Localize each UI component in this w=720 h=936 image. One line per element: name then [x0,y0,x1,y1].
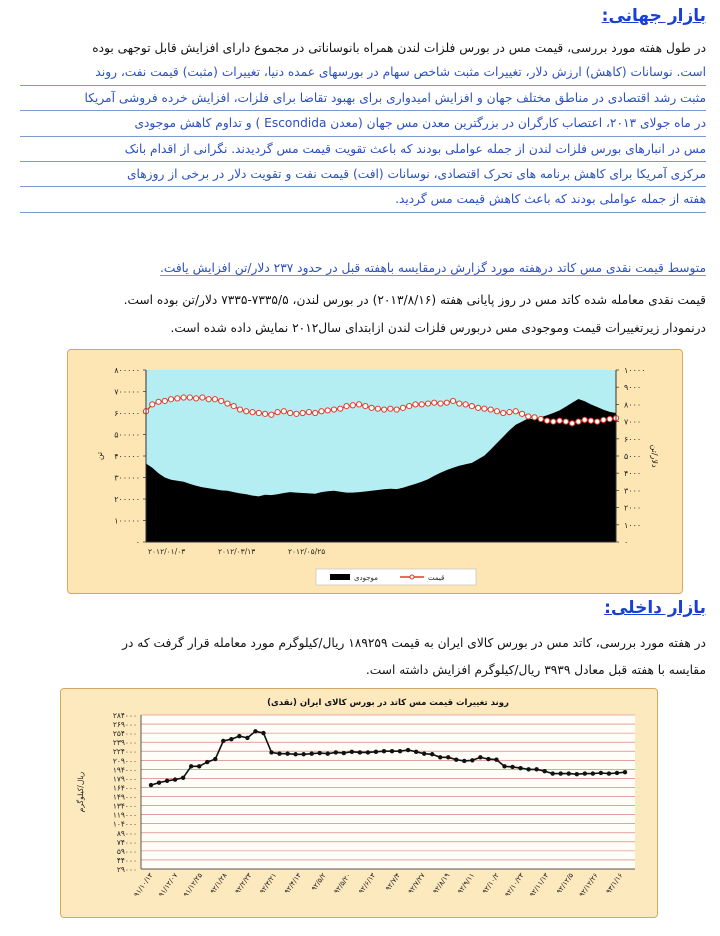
iran-y-tick-label: ۲۲۴۰۰۰ [112,747,137,757]
price-point [607,416,612,421]
price-point [413,402,418,407]
iran-price-point [326,751,330,755]
price-point [194,396,199,401]
iran-price-point [591,771,595,775]
iran-price-point [470,758,474,762]
domestic-market-heading: بازار داخلی: [604,598,706,618]
right-tick-label: ۱۰۰۰۰ [624,366,646,375]
paragraph-line: مرکزی آمریکا برای کاهش برنامه های تحرک اقتصادی، نوسانات (افت) قیمت نفت و تقویت دلار در برخی از روزهای [20,162,706,187]
iran-price-point [277,751,281,755]
left-tick-label: ۶۰۰۰۰۰ [114,409,140,418]
iran-x-tick-label: ۹۲/۱۱/۱۳ [528,871,551,899]
price-point [356,402,361,407]
iran-x-tick-label: ۹۳/۱/۱۶ [604,871,625,896]
price-point [344,404,349,409]
right-tick-label: ۱۰۰۰ [624,520,642,530]
iran-chart-title: روند تغییرات قیمت مس کاتد در بورس کالای ایران (نقدی) [267,698,509,708]
price-point [256,410,261,415]
price-point [237,407,242,412]
price-point [212,397,217,402]
iran-price-point [623,770,627,774]
iran-price-point [334,750,338,754]
iran-price-point [454,757,458,761]
price-point [576,419,581,424]
iran-y-tick-label: ۲۰۹۰۰۰ [112,756,137,766]
right-tick-label: ۴۰۰۰ [624,469,642,479]
price-point [206,397,211,402]
iran-price-point [462,759,466,763]
price-point [601,417,606,422]
price-point [419,402,424,407]
price-point [382,407,387,412]
price-point [162,398,167,403]
iran-y-tick-label: ۲۵۴۰۰۰ [112,729,137,739]
price-point [200,395,205,400]
iran-price-point [559,771,563,775]
price-point [432,400,437,405]
price-point [168,397,173,402]
chart-intro-line: درنمودار زیرتغییرات قیمت وموجودی مس دربورس فلزات لندن ازابتدای سال۲۰۱۲ نمایش داده شده است. [170,321,706,335]
iran-y-tick-label: ۲۹۰۰۰ [116,865,137,874]
price-point [557,418,562,423]
iran-y-tick-label: ۸۹۰۰۰ [116,828,137,838]
right-tick-label: ۶۰۰۰ [624,434,642,444]
iran-x-tick-label: ۹۲/۲/۲۳ [233,871,254,896]
price-point [300,410,305,415]
iran-price-point [374,750,378,754]
iran-y-tick-label: ۵۹۰۰۰ [116,846,137,856]
iran-price-point [398,749,402,753]
price-point [476,405,481,410]
iran-y-tick-label: ۴۴۰۰۰ [116,855,137,865]
iran-price-point [478,755,482,759]
iran-price-point [615,771,619,775]
iran-price-point [502,764,506,768]
iran-x-tick-label: ۹۲/۱۰/۲ [480,871,501,896]
price-point [338,406,343,411]
iran-x-tick-label: ۹۲/۷/۴ [384,871,403,893]
price-point [588,418,593,423]
left-tick-label: ۰ [135,538,140,547]
price-point [181,395,186,400]
iran-price-point [583,771,587,775]
price-point [369,405,374,410]
iran-y-tick-label: ۲۳۹۰۰۰ [112,738,137,748]
iran-price-point [567,771,571,775]
iran-x-tick-label: ۹۲/۵/۲ [309,871,328,893]
price-point [262,411,267,416]
price-point [444,400,449,405]
iran-price-point [430,752,434,756]
iran-price-point [165,779,169,783]
iran-chart-frame [60,688,658,918]
iran-x-tick-label: ۹۲/۸/۱۹ [431,871,452,896]
paragraph-line: مثبت رشد اقتصادی در مناطق مختلف جهان و افزایش امیدواری برای بهبود تقاضا برای فلزات، افزایش خرده فروشی آمریکا [20,86,706,111]
iran-price-point [390,749,394,753]
price-point [281,409,286,414]
iran-price-point [599,771,603,775]
iran-price-point [446,755,450,759]
left-tick-label: ۱۰۰۰۰۰ [114,516,140,526]
iran-x-tick-label: ۹۱/۱۲/۲۵ [181,871,205,899]
price-point [538,416,543,421]
price-point [544,418,549,423]
price-point [269,412,274,417]
iran-price-point [221,739,225,743]
price-point [507,410,512,415]
iran-price-point [229,737,233,741]
price-point [350,403,355,408]
iran-price-point [293,752,297,756]
price-point [225,401,230,406]
right-axis-label: دلار/تن [650,444,659,468]
left-tick-label: ۸۰۰۰۰۰ [114,366,140,375]
iran-chart [61,689,657,917]
price-point [595,419,600,424]
iran-y-tick-label: ۱۷۹۰۰۰ [112,774,137,784]
iran-y-tick-label: ۱۹۴۰۰۰ [112,765,137,775]
iran-y-tick-label: ۷۴۰۰۰ [116,837,137,847]
x-tick-label: ۲۰۱۲/۰۵/۲۵ [288,547,326,556]
iran-price-point [422,751,426,755]
paragraph-line: در ماه جولای ۲۰۱۳، اعتصاب کارگران در بزرگترین معدن مس جهان (معدن Escondida ) و تداوم کاهش موجودی [20,111,706,136]
left-tick-label: ۲۰۰۰۰۰ [114,495,140,504]
iran-y-tick-label: ۲۶۹۰۰۰ [112,720,137,730]
price-point [519,411,524,416]
iran-price-point [157,780,161,784]
right-tick-label: ۹۰۰۰ [624,383,642,393]
left-tick-label: ۳۰۰۰۰۰ [114,473,140,483]
left-tick-label: ۴۰۰۰۰۰ [114,452,140,461]
iran-y-tick-label: ۱۶۴۰۰۰ [112,783,137,793]
price-point [407,404,412,409]
price-point [482,406,487,411]
iran-y-tick-label: ۱۴۹۰۰۰ [112,792,137,802]
iran-price-point [181,776,185,780]
price-point [288,410,293,415]
iran-price-point [173,777,177,781]
price-point [319,409,324,414]
legend-swatch-stock [330,574,350,580]
price-point [582,417,587,422]
iran-price-point [542,769,546,773]
closing-price-line: قیمت نقدی معامله شده کاتد مس در روز پایانی هفته (۲۰۱۳/۸/۱۶) در بورس لندن، ۷۳۳۵/۵-۷۳۳۵ دلار/تن بوده است. [123,293,706,307]
iran-price-point [301,752,305,756]
price-point [463,402,468,407]
price-point [457,401,462,406]
right-tick-label: ۵۰۰۰ [624,452,642,461]
price-point [563,419,568,424]
paragraph-line: مقایسه با هفته قبل معادل ۳۹۳۹ ریال/کیلوگرم افزایش داشته است. [365,663,706,677]
price-point [250,410,255,415]
price-point [501,410,506,415]
price-point [532,415,537,420]
price-point [469,404,474,409]
legend-label-stock: موجودی [354,574,378,582]
left-tick-label: ۵۰۰۰۰۰ [114,430,140,440]
paragraph-line: در طول هفته مورد بررسی، قیمت مس در بورس فلزات لندن همراه بانوساناتی در مجموع دارای افزایش قابل توجهی بوده [92,41,706,55]
iran-price-point [575,772,579,776]
global-market-heading: بازار جهانی: [601,6,706,26]
right-tick-label: ۲۰۰۰ [624,503,642,513]
iran-price-point [366,750,370,754]
iran-price-point [253,729,257,733]
iran-price-point [205,760,209,764]
price-point [244,409,249,414]
iran-x-tick-label: ۹۲/۵/۲۰ [332,871,353,896]
iran-price-point [486,757,490,761]
lme-chart [68,350,682,593]
x-tick-label: ۲۰۱۲/۰۳/۱۳ [218,547,256,556]
iran-x-tick-label: ۹۲/۱۲/۲۶ [577,871,600,899]
iran-y-axis-label: ریال/کیلوگرم [76,771,85,813]
price-point [275,410,280,415]
paragraph-line: هفته از جمله عواملی بودند که باعث کاهش قیمت مس گردید. [20,187,706,212]
paragraph-line: در هفته مورد بررسی، کاتد مس در بورس کالای ایران به قیمت ۱۸۹۲۵۹ ریال/کیلوگرم مورد معامله قرار گرفت که در [122,636,706,650]
iran-price-point [269,750,273,754]
iran-y-tick-label: ۱۰۴۰۰۰ [112,819,137,829]
iran-price-point [213,757,217,761]
right-tick-label: ۷۰۰۰ [624,417,642,427]
iran-price-point [550,771,554,775]
legend-label-price: قیمت [428,574,445,582]
iran-price-point [607,771,611,775]
iran-price-point [526,767,530,771]
iran-price-point [245,736,249,740]
price-point [513,409,518,414]
iran-y-tick-label: ۱۱۹۰۰۰ [112,810,137,820]
iran-x-tick-label: ۹۲/۱۲/۵ [555,871,576,896]
iran-price-point [510,765,514,769]
price-point [231,404,236,409]
iran-price-point [406,748,410,752]
price-point [400,405,405,410]
iran-price-point [350,750,354,754]
price-point [156,399,161,404]
global-market-paragraph [20,36,706,213]
avg-price-line: متوسط قیمت نقدی مس کاتد درهفته مورد گزارش درمقایسه باهفته قبل در حدود ۲۳۷ دلار/تن افزایش یافت. [159,261,706,275]
price-point [187,395,192,400]
price-point [375,406,380,411]
right-tick-label: ۸۰۰۰ [624,400,642,410]
price-point [494,409,499,414]
iran-plot-area [141,715,635,869]
iran-x-tick-label: ۹۲/۱۰/۲۳ [503,871,526,899]
iran-x-tick-label: ۹۲/۱/۲۸ [208,871,229,896]
iran-y-tick-label: ۱۳۴۰۰۰ [112,801,137,811]
iran-price-point [534,767,538,771]
iran-x-tick-label: ۹۲/۶/۱۳ [357,871,378,896]
iran-x-tick-label: ۹۲/۷/۲۷ [406,871,427,896]
right-tick-label: ۳۰۰۰ [624,486,642,496]
iran-price-point [189,764,193,768]
price-point [219,398,224,403]
iran-price-point [518,766,522,770]
iran-price-point [358,750,362,754]
iran-price-point [342,751,346,755]
paragraph-line: مس در انبارهای بورس فلزات لندن از جمله عواملی بودند که باعث تقویت قیمت مس گردیدند. نگرانی از اقدام بانک [20,137,706,162]
price-point [150,402,155,407]
price-point [325,408,330,413]
left-tick-label: ۷۰۰۰۰۰ [114,387,140,397]
left-axis-label: تن [95,451,104,461]
iran-price-point [318,751,322,755]
price-point [313,410,318,415]
iran-price-point [149,783,153,787]
iran-price-point [438,755,442,759]
price-point [363,404,368,409]
price-point [488,407,493,412]
price-point [306,410,311,415]
price-point [425,401,430,406]
iran-price-point [237,734,241,738]
iran-price-point [261,731,265,735]
price-point [394,407,399,412]
x-tick-label: ۲۰۱۲/۰۱/۰۳ [148,547,186,556]
iran-x-tick-label: ۹۲/۳/۲۱ [258,871,279,896]
iran-x-tick-label: ۹۱/۱۲/۰۷ [157,871,180,899]
iran-price-point [309,751,313,755]
price-point [438,401,443,406]
price-point [526,414,531,419]
iran-price-point [494,757,498,761]
iran-price-point [382,749,386,753]
right-tick-label: ۰ [624,538,629,547]
price-point [450,398,455,403]
iran-y-tick-label: ۲۸۴۰۰۰ [112,711,137,720]
iran-price-point [414,750,418,754]
domestic-market-paragraph [20,630,706,684]
iran-price-point [285,751,289,755]
iran-x-tick-label: ۹۱/۱۰/۱۳ [132,871,155,899]
iran-x-tick-label: ۹۲/۴/۱۳ [283,871,304,896]
price-point [388,406,393,411]
price-point [175,396,180,401]
iran-price-point [197,764,201,768]
lme-chart-frame [67,349,683,594]
paragraph-line: است. نوسانات (کاهش) ارزش دلار، تغییرات مثبت شاخص سهام در بورسهای عمده دنیا، تغییرات (مثبت) قیمت نفت، روند [20,60,706,85]
price-point [570,421,575,426]
price-point [331,407,336,412]
legend-marker-price [410,575,414,579]
price-point [551,419,556,424]
price-point [294,411,299,416]
iran-x-tick-label: ۹۲/۹/۱۱ [456,871,477,896]
